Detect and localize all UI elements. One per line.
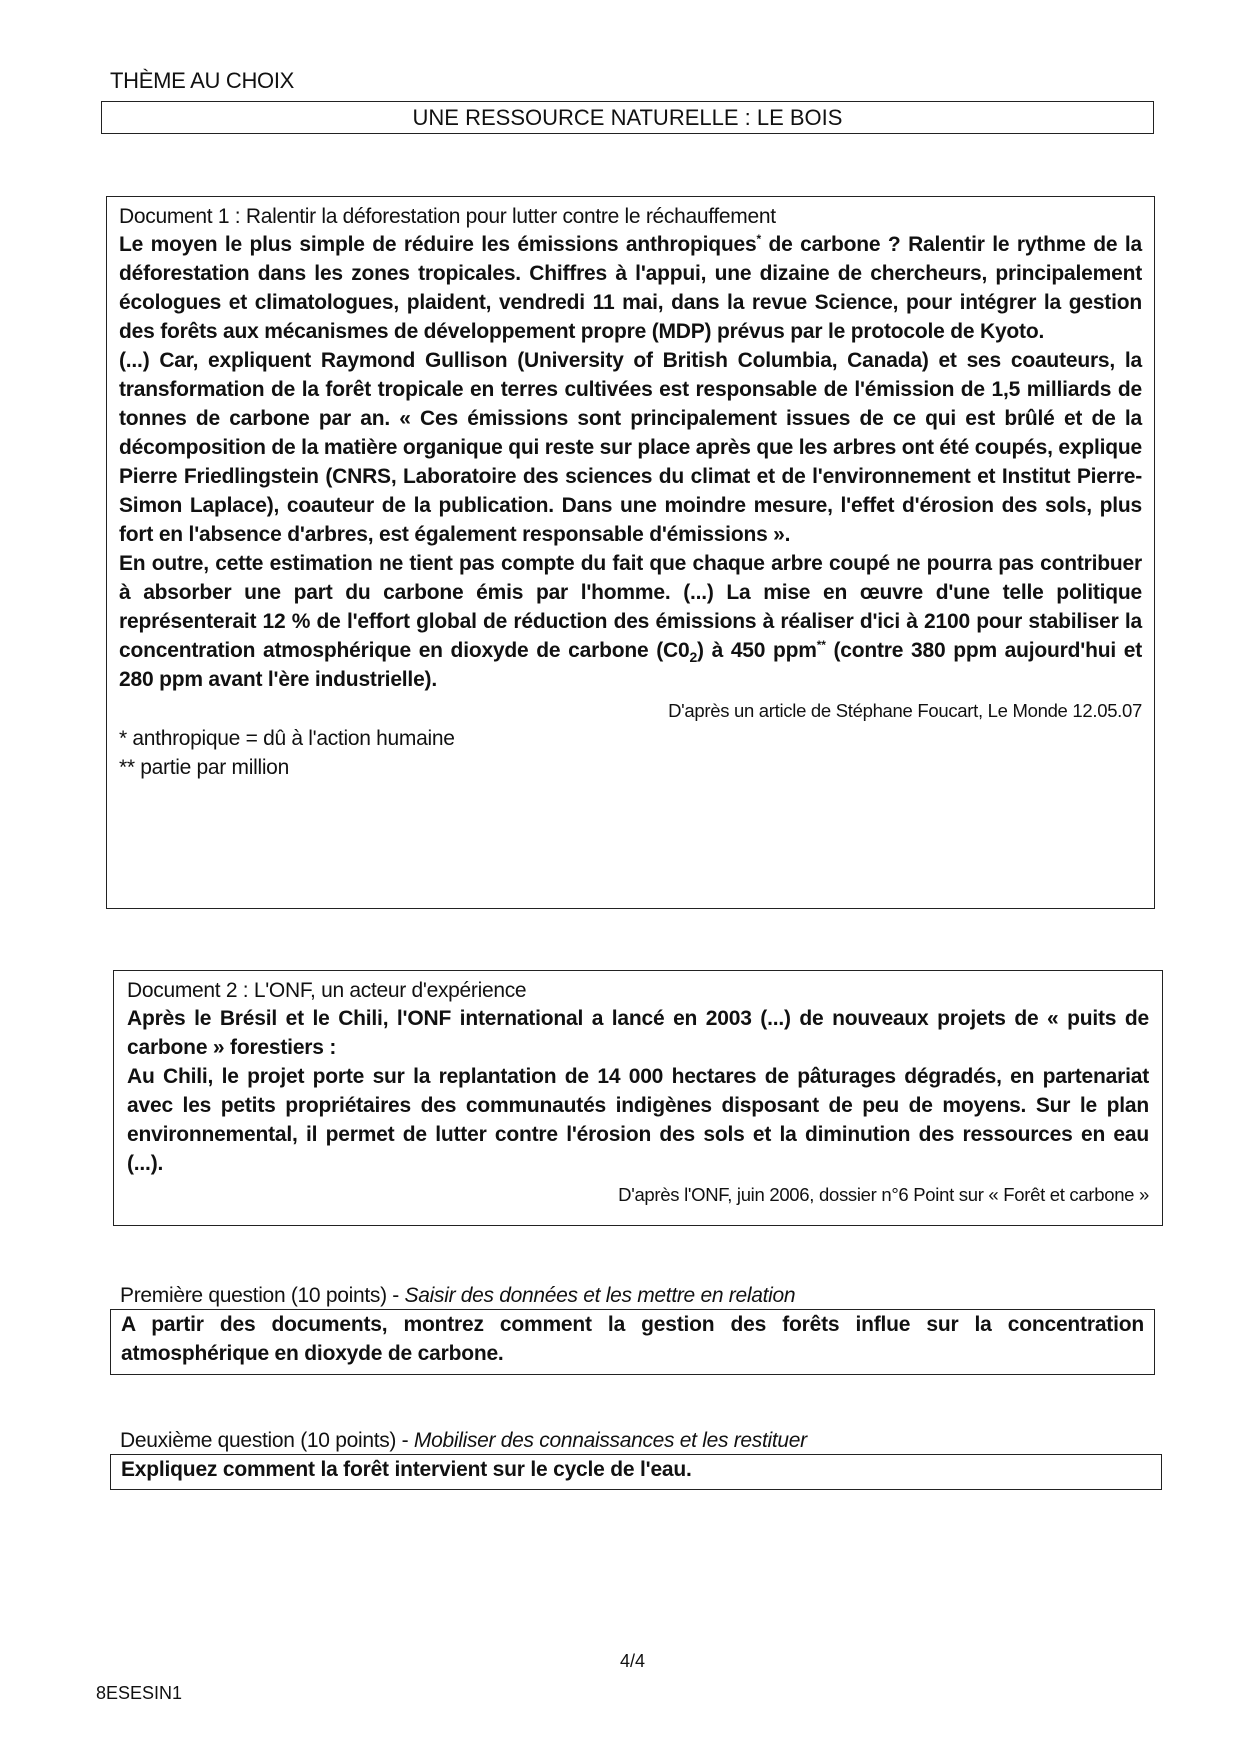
question-1-box: A partir des documents, montrez comment la gestion des forêts influe sur la concentration atmosphérique en dioxyde de carbone. <box>110 1309 1155 1375</box>
document-2-paragraph-1: Après le Brésil et le Chili, l'ONF international a lancé en 2003 (...) de nouveaux projets de « puits de carbone » forestiers : <box>127 1007 1149 1059</box>
document-1-paragraph-1: Le moyen le plus simple de réduire les émissions anthropiques* de carbone ? Ralentir le rythme de la déforestation dans les zones tropicales. Chiffres à l'appui, une dizaine de chercheurs, principalement écologues et climatologues, plaident, vendredi 11 mai, dans la revue Science, pour intégrer la gestion des forêts aux mécanismes de développement propre (MDP) prévus par le protocole de Kyoto. <box>119 232 1142 343</box>
question-2-box: Expliquez comment la forêt intervient sur le cycle de l'eau. <box>110 1454 1162 1490</box>
footnote-1: * anthropique = dû à l'action humaine <box>119 727 455 750</box>
document-2 <box>113 970 1163 1226</box>
page-title: UNE RESSOURCE NATURELLE : LE BOIS <box>101 101 1154 134</box>
theme-heading: THÈME AU CHOIX <box>110 68 295 93</box>
document-1-paragraph-2: (...) Car, expliquent Raymond Gullison (University of British Columbia, Canada) et ses coauteurs, la transformation de la forêt tropicale en terres cultivées est responsable de l'émission de 1,5 milliards de tonnes de carbone par an. « Ces émissions sont principalement issues de ce qui est brûlé et de la décomposition de la matière organique qui reste sur place après que les arbres ont été coupés, explique Pierre Friedlingstein (CNRS, Laboratoire des sciences du climat et de l'environnement et Institut Pierre-Simon Laplace), coauteur de la publication. Dans une moindre mesure, l'effet d'érosion des sols, plus fort en l'absence d'arbres, est également responsable d'émissions ». <box>119 349 1142 546</box>
question-2-label: Deuxième question (10 points) - Mobiliser des connaissances et les restituer <box>120 1429 807 1452</box>
document-2-source: D'après l'ONF, juin 2006, dossier n°6 Point sur « Forêt et carbone » <box>618 1184 1149 1205</box>
document-1-body <box>119 230 1142 694</box>
document-1 <box>106 196 1155 909</box>
page-number: 4/4 <box>620 1651 646 1671</box>
document-code: 8ESESIN1 <box>96 1683 183 1703</box>
document-1-title: Document 1 : Ralentir la déforestation pour lutter contre le réchauffement <box>119 205 776 228</box>
question-1-label: Première question (10 points) - Saisir des données et les mettre en relation <box>120 1284 796 1307</box>
footnote-2: ** partie par million <box>119 756 289 779</box>
document-1-source: D'après un article de Stéphane Foucart, Le Monde 12.05.07 <box>668 700 1142 721</box>
document-2-paragraph-2: Au Chili, le projet porte sur la replantation de 14 000 hectares de pâturages dégradés, en partenariat avec les petits propriétaires des communautés indigènes disposant de peu de moyens. Sur le plan environnemental, il permet de lutter contre l'érosion des sols et la diminution des ressources en eau (...). <box>127 1065 1149 1175</box>
document-1-paragraph-3: En outre, cette estimation ne tient pas compte du fait que chaque arbre coupé ne pourra pas contribuer à absorber une part du carbone émis par l'homme. (...) La mise en œuvre d'une telle politique représenterait 12 % de l'effort global de réduction des émissions à réaliser d'ici à 2100 pour stabiliser la concentration atmosphérique en dioxyde de carbone $(C0_2)$ à 450 ppm** (contre 380 ppm aujourd'hui et 280 ppm avant l'ère industrielle). <box>119 552 1142 691</box>
document-2-title: Document 2 : L'ONF, un acteur d'expérience <box>127 979 527 1002</box>
document-2-body <box>127 1004 1149 1178</box>
